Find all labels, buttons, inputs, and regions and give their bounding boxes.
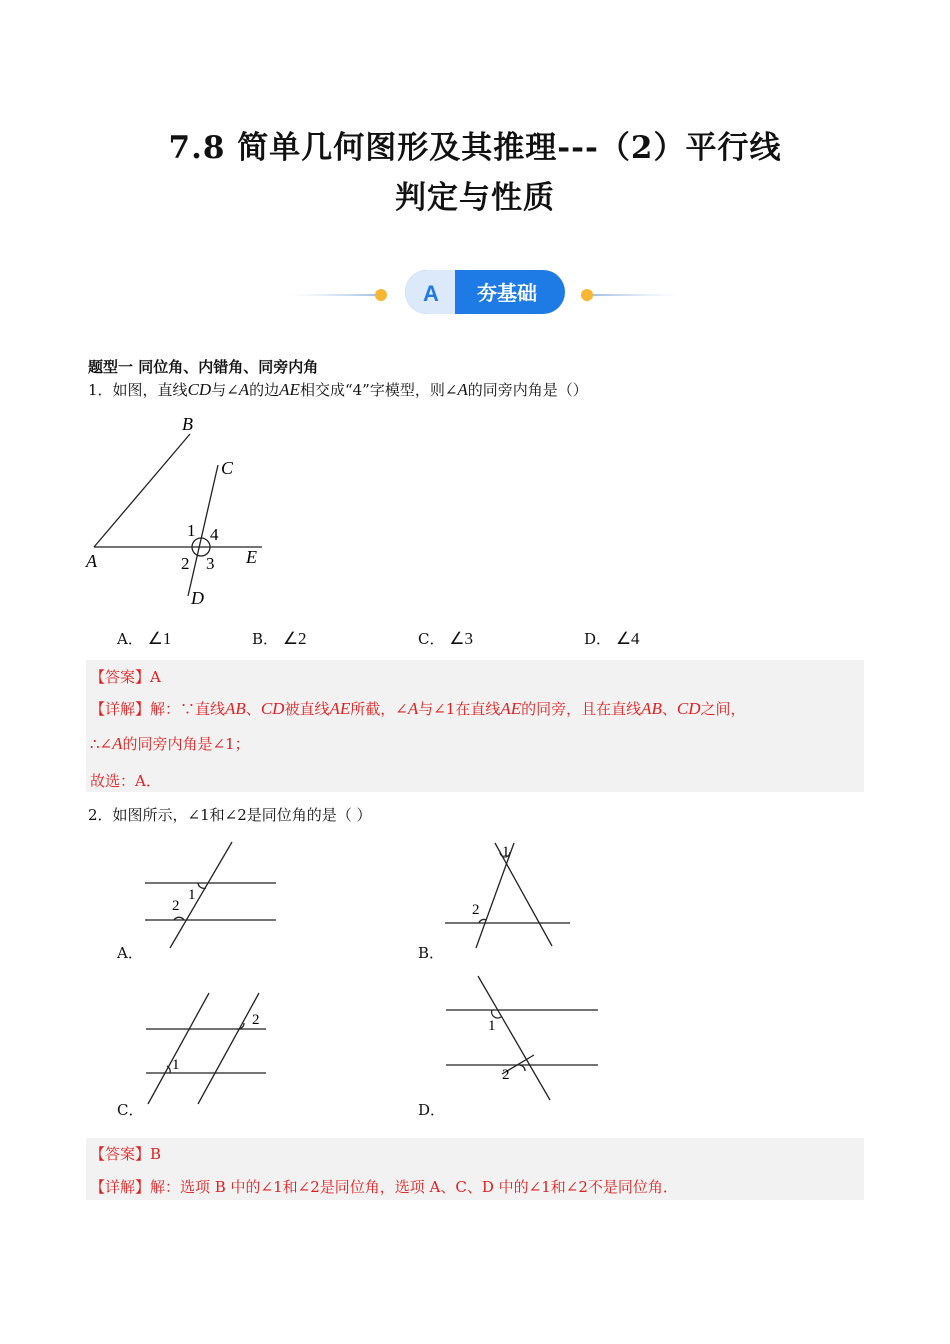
dot-icon <box>581 289 593 301</box>
detail-1-line1: 【详解】解：∵直线AB、CD被直线AE所截，∠A与∠1在直线AE的同旁，且在直线AB、CD之间， <box>90 699 746 718</box>
svg-text:4: 4 <box>210 525 219 544</box>
svg-text:A: A <box>86 551 97 571</box>
q2-label-c[interactable]: C． <box>117 1101 144 1119</box>
option-a[interactable]: A． ∠1 <box>117 629 172 648</box>
figure-q2-d <box>440 972 605 1107</box>
dot-icon <box>375 289 387 301</box>
svg-text:1: 1 <box>488 1018 496 1034</box>
banner-letter: A <box>423 281 439 306</box>
svg-text:D: D <box>191 588 204 608</box>
svg-text:1: 1 <box>172 1057 180 1073</box>
detail-1-line2: ∴∠A的同旁内角是∠1； <box>90 734 250 753</box>
answer-2: 【答案】B <box>90 1145 162 1163</box>
page-title-line2: 判定与性质 <box>395 180 555 216</box>
detail-2: 【详解】解：选项 B 中的∠1和∠2是同位角，选项 A、C、D 中的∠1和∠2不是同位角． <box>90 1178 678 1196</box>
svg-text:2: 2 <box>172 898 180 914</box>
svg-text:B: B <box>182 414 193 434</box>
answer-box-1 <box>86 660 864 792</box>
svg-text:1: 1 <box>187 521 196 540</box>
q2-label-d[interactable]: D． <box>418 1101 446 1119</box>
detail-1-line3: 故选：A． <box>90 772 161 790</box>
figure-q2-a <box>140 838 280 953</box>
svg-text:2: 2 <box>181 554 190 573</box>
answer-1: 【答案】A <box>90 668 161 686</box>
figure-q1 <box>80 410 280 610</box>
banner-label: 夯基础 <box>477 281 537 305</box>
option-d[interactable]: D． ∠4 <box>584 629 640 648</box>
figure-q2-b <box>440 838 580 953</box>
svg-text:2: 2 <box>502 1067 510 1083</box>
svg-text:2: 2 <box>472 902 480 918</box>
q2-label-a[interactable]: A． <box>117 944 143 962</box>
svg-text:2: 2 <box>252 1012 260 1028</box>
svg-text:1: 1 <box>188 887 196 903</box>
svg-text:3: 3 <box>206 554 215 573</box>
question-1: 1．如图，直线CD与∠A的边AE相交成“4”字模型，则∠A的同旁内角是（） <box>88 380 588 399</box>
section-banner <box>290 268 680 318</box>
option-c[interactable]: C． ∠3 <box>418 629 474 648</box>
answer-box-2 <box>86 1138 864 1200</box>
figure-q2-c <box>140 988 280 1108</box>
question-2: 2．如图所示，∠1和∠2是同位角的是（ ） <box>88 806 372 824</box>
section-heading: 题型一 同位角、内错角、同旁内角 <box>88 358 319 376</box>
svg-text:C: C <box>221 458 234 478</box>
page-title-line1: 7.8 简单几何图形及其推理---（2）平行线 <box>168 130 782 166</box>
option-b[interactable]: B． ∠2 <box>252 629 307 648</box>
q2-label-b[interactable]: B． <box>418 944 445 962</box>
svg-text:1: 1 <box>502 844 510 860</box>
svg-text:E: E <box>246 547 257 567</box>
